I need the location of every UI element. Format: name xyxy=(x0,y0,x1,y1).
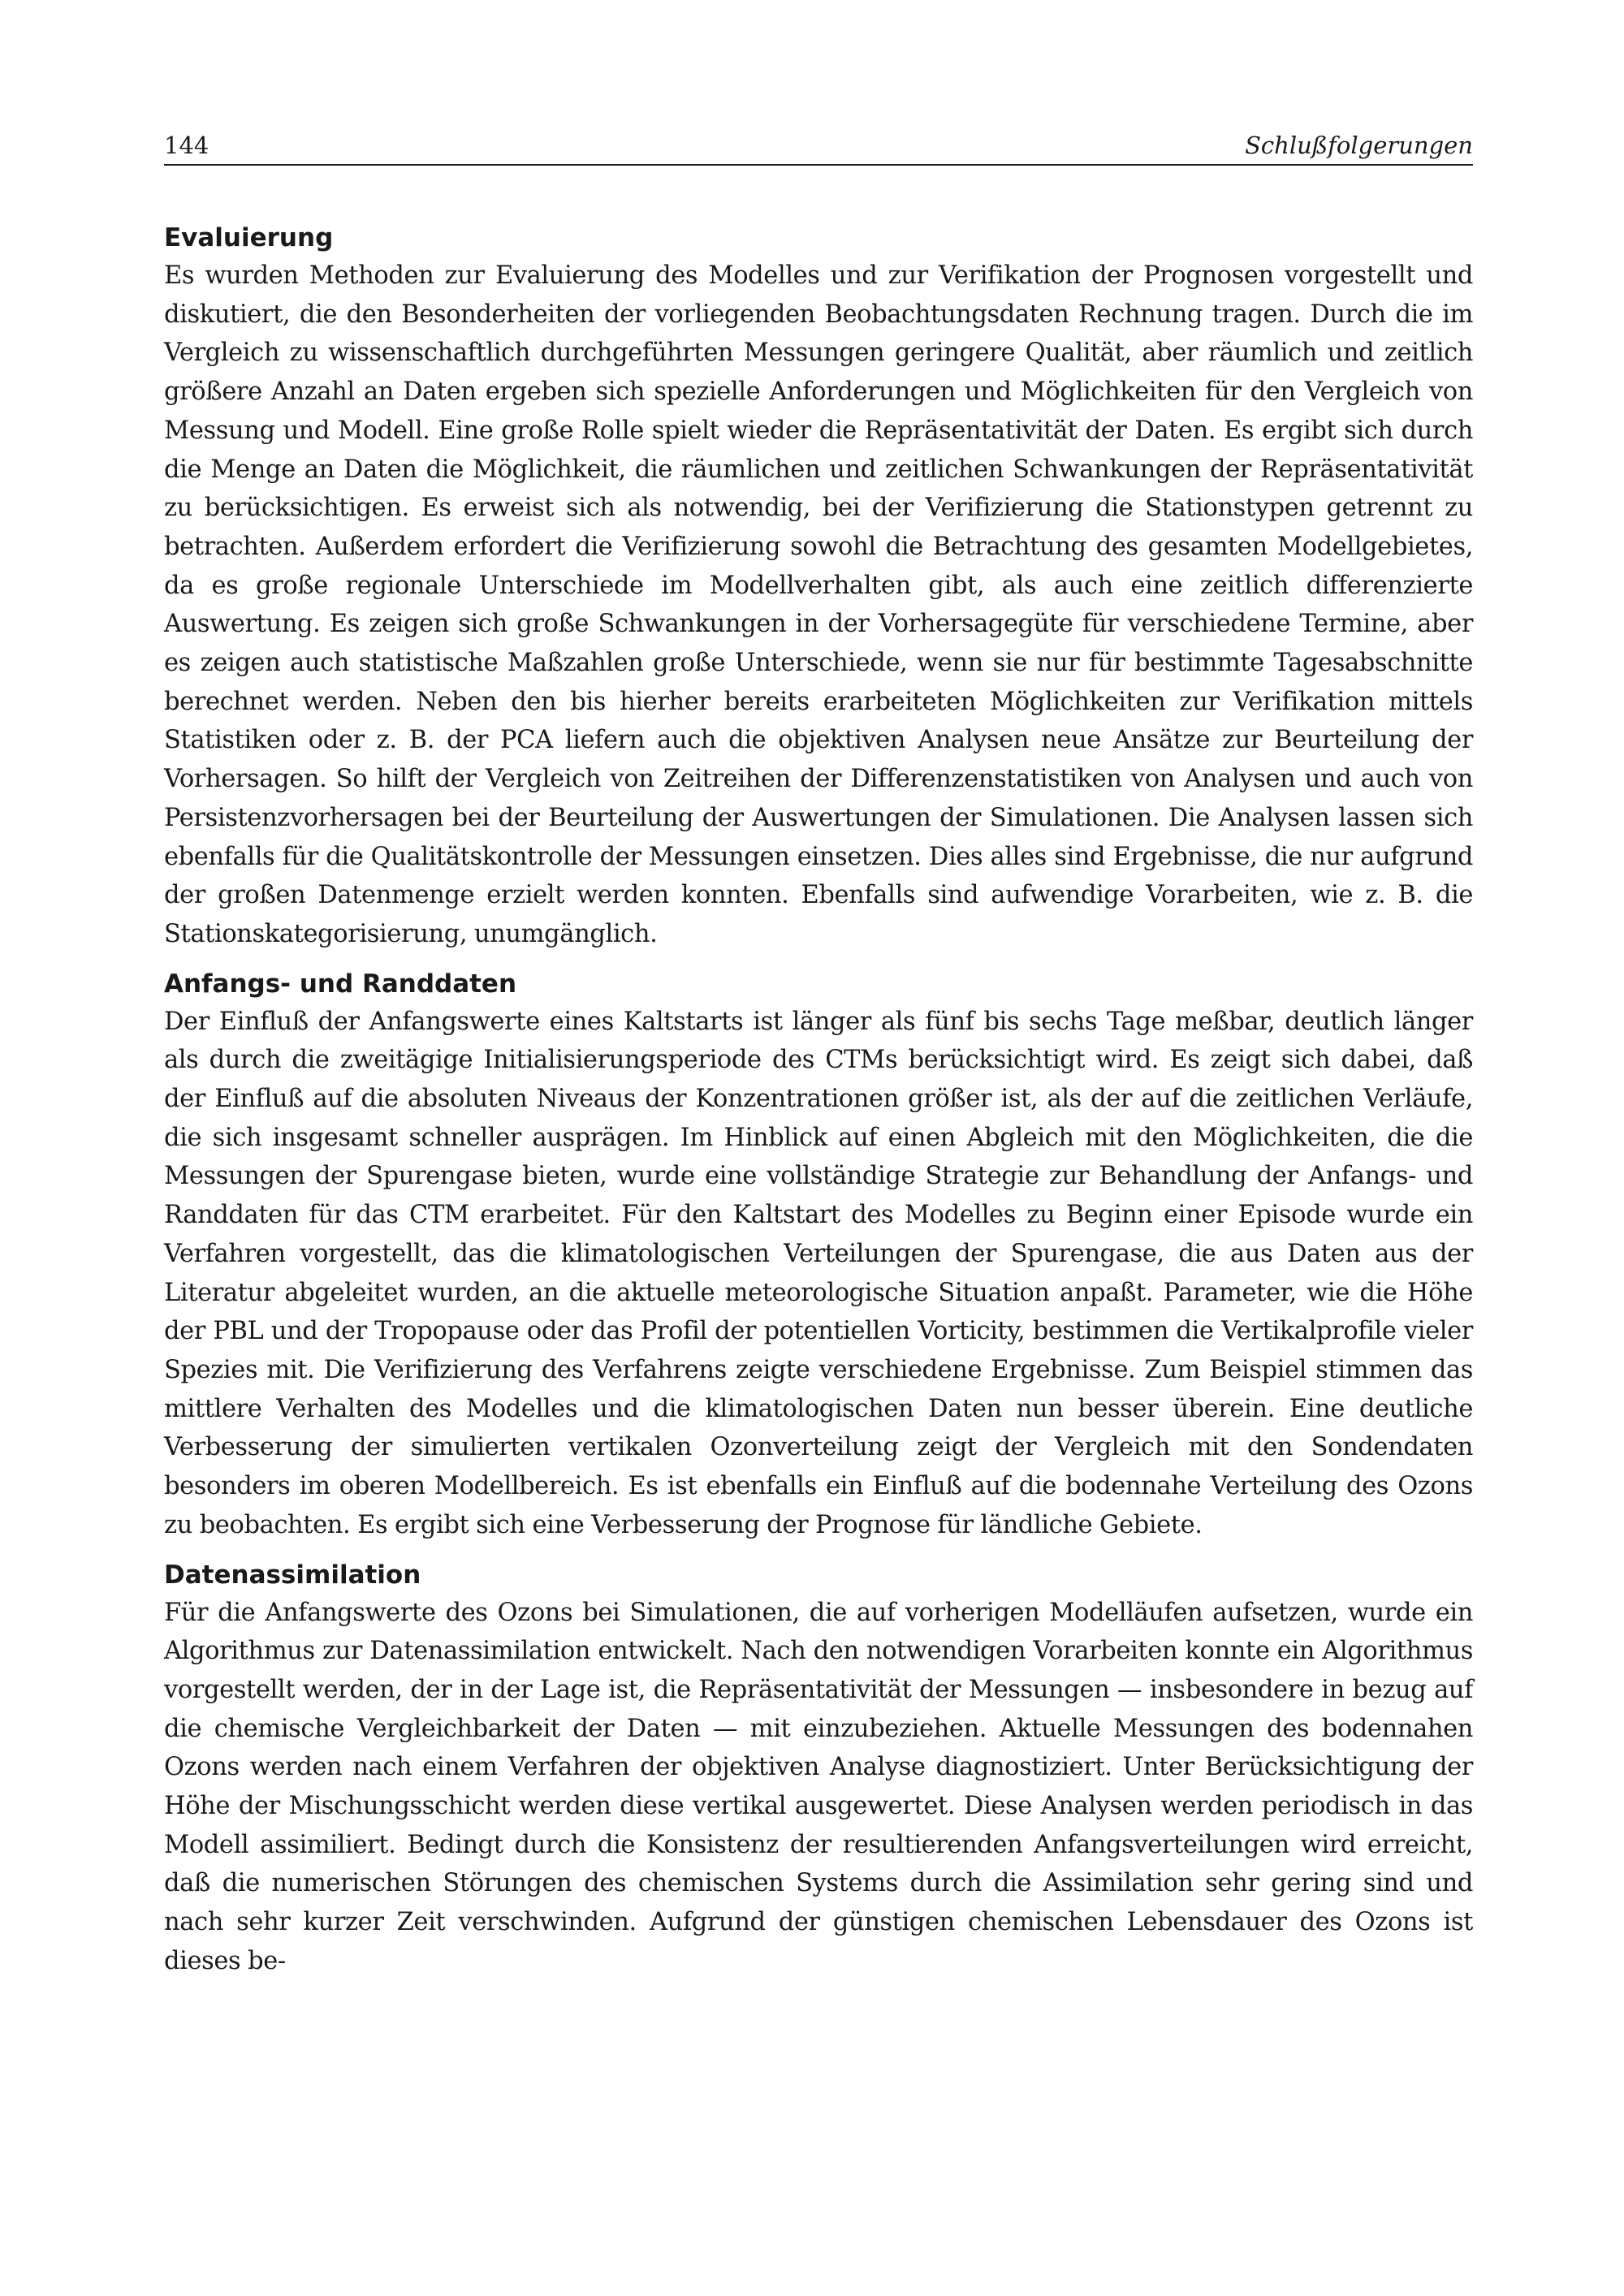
page-header xyxy=(164,130,1473,166)
running-title: Schlußfolgerungen xyxy=(1245,132,1473,159)
section-paragraph: Der Einfluß der Anfangswerte eines Kaltstarts ist länger als fünf bis sechs Tage meßbar, deutlich länger als durch die zweitägige Initialisierungsperiode des CTMs berücksichtigt wird. Es zeigt sich dabei, daß der Einfluß auf die absoluten Niveaus der Konzentrationen größer ist, als der auf die zeitlichen Verläufe, die sich insgesamt schneller ausprägen. Im Hinblick auf einen Abgleich mit den Möglichkeiten, die die Messungen der Spurengase bieten, wurde eine vollständige Strategie zur Behandlung der Anfangs- und Randdaten für das CTM erarbeitet. Für den Kaltstart des Modelles zu Beginn einer Episode wurde ein Verfahren vorgestellt, das die klimatologischen Verteilungen der Spurengase, die aus Daten aus der Literatur abgeleitet wurden, an die aktuelle meteorologische Situation anpaßt. Parameter, wie die Höhe der PBL und der Tropopause oder das Profil der potentiellen Vorticity, bestimmen die Vertikalprofile vieler Spezies mit. Die Verifizierung des Verfahrens zeigte verschiedene Ergebnisse. Zum Beispiel stimmen das mittlere Verhalten des Modelles und die klimatologischen Daten nun besser überein. Eine deutliche Verbesserung der simulierten vertikalen Ozonverteilung zeigt der Vergleich mit den Sondendaten besonders im oberen Modellbereich. Es ist ebenfalls ein Einfluß auf die bodennahe Verteilung des Ozons zu beobachten. Es ergibt sich eine Verbesserung der Prognose für ländliche Gebiete. xyxy=(164,1007,1473,1539)
section-heading: Anfangs- und Randdaten xyxy=(164,969,517,999)
section-datenassimilation xyxy=(164,1556,1473,1981)
section-evaluierung xyxy=(164,219,1473,954)
page-number: 144 xyxy=(164,132,209,159)
section-anfangs-und-randdaten xyxy=(164,965,1473,1545)
page-body xyxy=(164,219,1473,1992)
section-heading: Datenassimilation xyxy=(164,1560,421,1590)
section-paragraph: Es wurden Methoden zur Evaluierung des Modelles und zur Verifikation der Prognosen vorgestellt und diskutiert, die den Besonderheiten der vorliegenden Beobachtungsdaten Rechnung tragen. Durch die im Vergleich zu wissenschaftlich durchgeführten Messungen geringere Qualität, aber räumlich und zeitlich größere Anzahl an Daten ergeben sich spezielle Anforderungen und Möglichkeiten für den Vergleich von Messung und Modell. Eine große Rolle spielt wieder die Repräsentativität der Daten. Es ergibt sich durch die Menge an Daten die Möglichkeit, die räumlichen und zeitlichen Schwankungen der Repräsentativität zu berücksichtigen. Es erweist sich als notwendig, bei der Verifizierung die Stationstypen getrennt zu betrachten. Außerdem erfordert die Verifizierung sowohl die Betrachtung des gesamten Modellgebietes, da es große regionale Unterschiede im Modellverhalten gibt, als auch eine zeitlich differenzierte Auswertung. Es zeigen sich große Schwankungen in der Vorhersagegüte für verschiedene Termine, aber es zeigen auch statistische Maßzahlen große Unterschiede, wenn sie nur für bestimmte Tagesabschnitte berechnet werden. Neben den bis hierher bereits erarbeiteten Möglichkeiten zur Verifikation mittels Statistiken oder z. B. der PCA liefern auch die objektiven Analysen neue Ansätze zur Beurteilung der Vorhersagen. So hilft der Vergleich von Zeitreihen der Differenzenstatistiken von Analysen und auch von Persistenzvorhersagen bei der Beurteilung der Auswertungen der Simulationen. Die Analysen lassen sich ebenfalls für die Qualitätskontrolle der Messungen einsetzen. Dies alles sind Ergebnisse, die nur aufgrund der großen Datenmenge erzielt werden konnten. Ebenfalls sind aufwendige Vorarbeiten, wie z. B. die Stationskategorisierung, unumgänglich. xyxy=(164,261,1473,948)
section-heading: Evaluierung xyxy=(164,223,334,252)
section-paragraph: Für die Anfangswerte des Ozons bei Simulationen, die auf vorherigen Modelläufen aufsetzen, wurde ein Algorithmus zur Datenassimilation entwickelt. Nach den notwendigen Vorarbeiten konnte ein Algorithmus vorgestellt werden, der in der Lage ist, die Repräsentativität der Messungen — insbesondere in bezug auf die chemische Vergleichbarkeit der Daten — mit einzubeziehen. Aktuelle Messungen des bodennahen Ozons werden nach einem Verfahren der objektiven Analyse diagnostiziert. Unter Berücksichtigung der Höhe der Mischungsschicht werden diese vertikal ausgewertet. Diese Analysen werden periodisch in das Modell assimiliert. Bedingt durch die Konsistenz der resultierenden Anfangsverteilungen wird erreicht, daß die numerischen Störungen des chemischen Systems durch die Assimilation sehr gering sind und nach sehr kurzer Zeit verschwinden. Aufgrund der günstigen chemischen Lebensdauer des Ozons ist dieses be- xyxy=(164,1598,1473,1975)
